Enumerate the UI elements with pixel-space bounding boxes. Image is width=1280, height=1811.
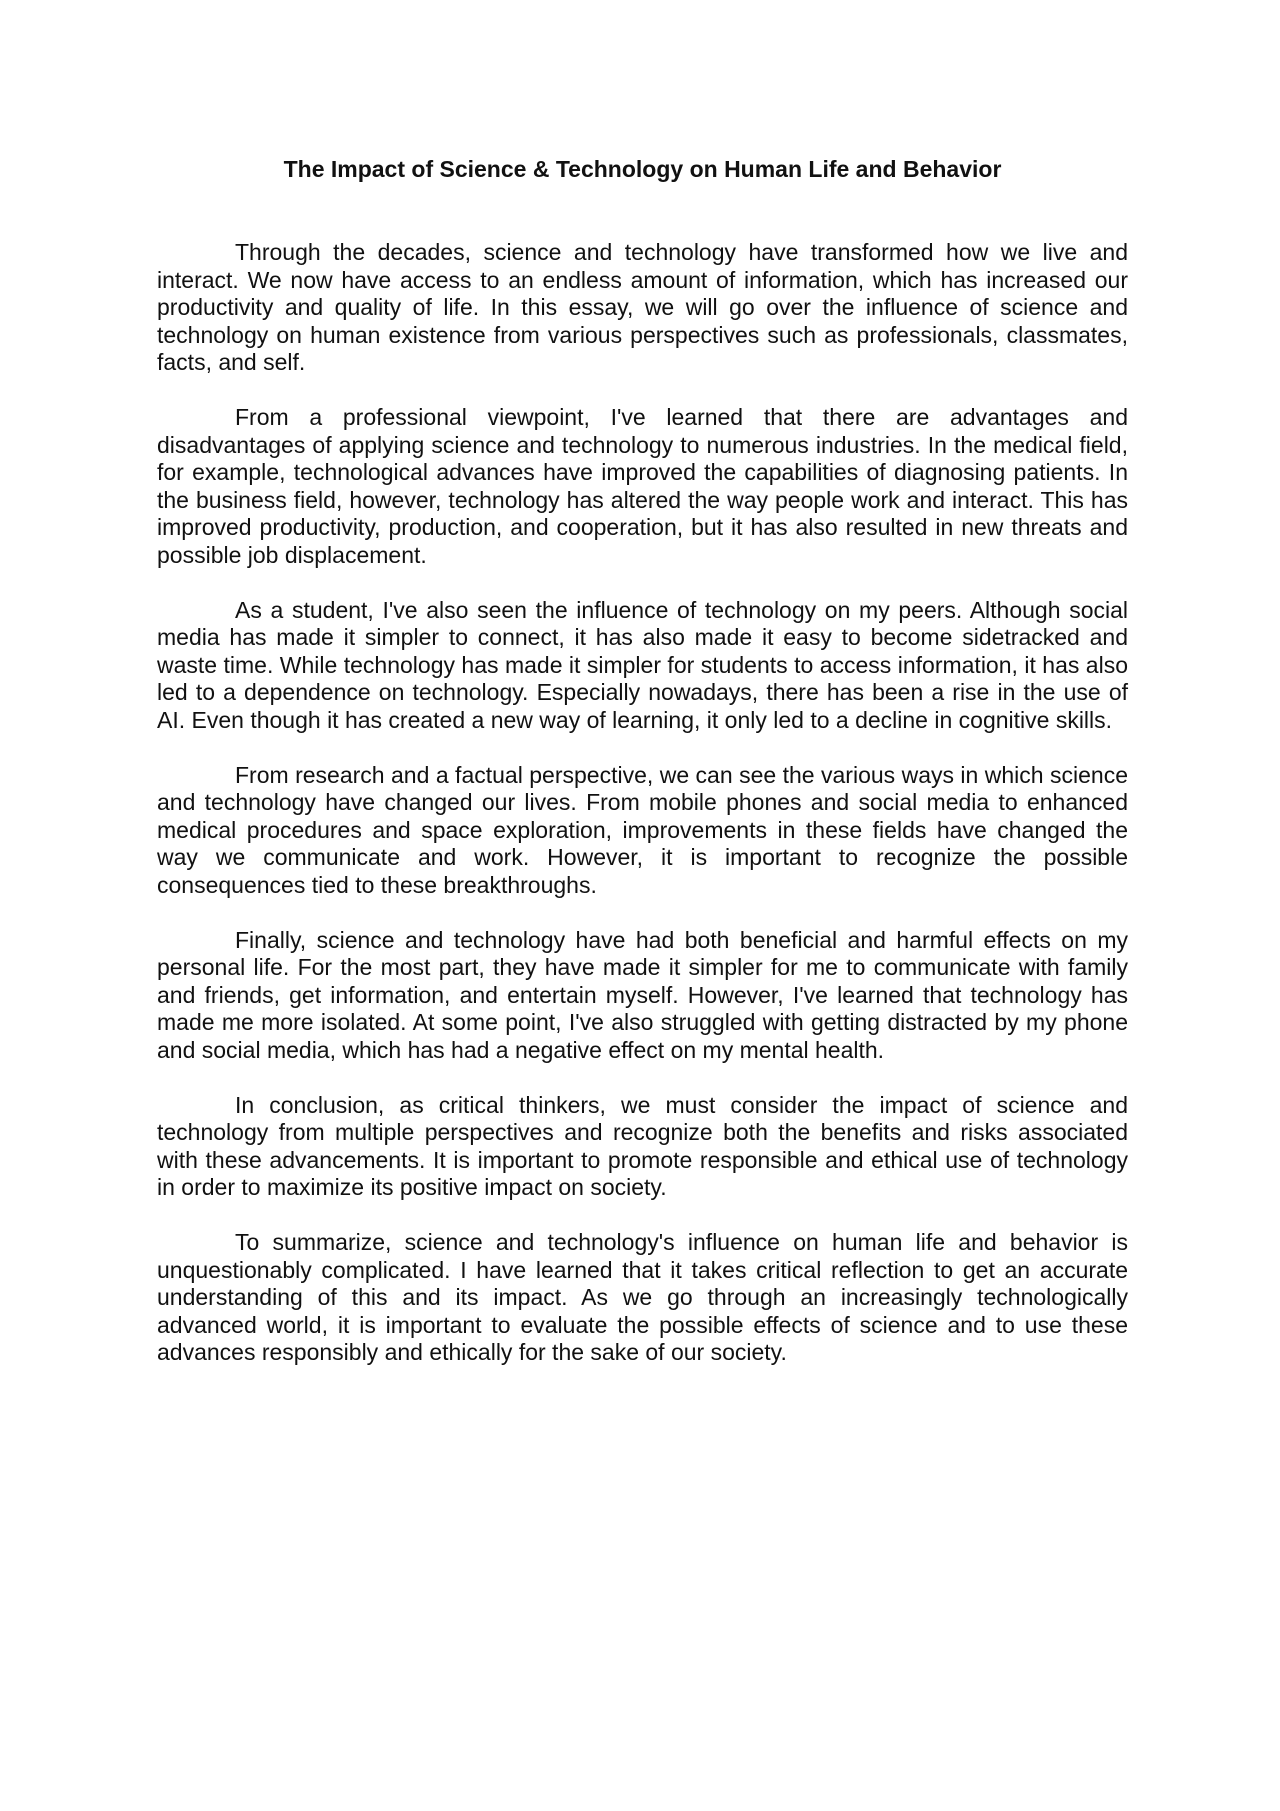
paragraph-introduction: Through the decades, science and technology have transformed how we live and interact. We now have access to an endless amount of information, which has increased our productivity and quality of life. In this essay, we will go over the influence of science and technology on human existence from various perspectives such as professionals, classmates, facts, and self. <box>157 239 1128 375</box>
paragraph-factual-perspective: From research and a factual perspective, we can see the various ways in which science and technology have changed our lives. From mobile phones and social media to enhanced medical procedures and space exploration, improvements in these fields have changed the way we communicate and work. However, it is important to recognize the possible consequences tied to these breakthroughs. <box>157 761 1128 898</box>
paragraph-personal-life: Finally, science and technology have had both beneficial and harmful effects on my personal life. For the most part, they have made it simpler for me to communicate with family and friends, get information, and entertain myself. However, I've learned that technology has made me more isolated. At some point, I've also struggled with getting distracted by my phone and social media, which has had a negative effect on my mental health. <box>157 926 1128 1063</box>
document-title: The Impact of Science & Technology on Human Life and Behavior <box>283 156 1002 182</box>
paragraph-professional-viewpoint: From a professional viewpoint, I've learned that there are advantages and disadvantages of applying science and technology to numerous industries. In the medical field, for example, technological advances have improved the capabilities of diagnosing patients. In the business field, however, technology has altered the way people work and interact. This has improved productivity, production, and cooperation, but it has also resulted in new threats and possible job displacement. <box>157 404 1128 568</box>
paragraph-student-viewpoint: As a student, I've also seen the influence of technology on my peers. Although social media has made it simpler to connect, it has also made it easy to become sidetracked and waste time. While technology has made it simpler for students to access information, it has also led to a dependence on technology. Especially nowadays, there has been a rise in the use of AI. Even though it has created a new way of learning, it only led to a decline in cognitive skills. <box>157 596 1128 733</box>
document-body <box>157 239 1128 1394</box>
paragraph-summary: To summarize, science and technology's influence on human life and behavior is unquestionably complicated. I have learned that it takes critical reflection to get an accurate understanding of this and its impact. As we go through an increasingly technologically advanced world, it is important to evaluate the possible effects of science and to use these advances responsibly and ethically for the sake of our society. <box>157 1229 1128 1365</box>
paragraph-conclusion: In conclusion, as critical thinkers, we must consider the impact of science and technology from multiple perspectives and recognize both the benefits and risks associated with these advancements. It is important to promote responsible and ethical use of technology in order to maximize its positive impact on society. <box>157 1091 1128 1200</box>
